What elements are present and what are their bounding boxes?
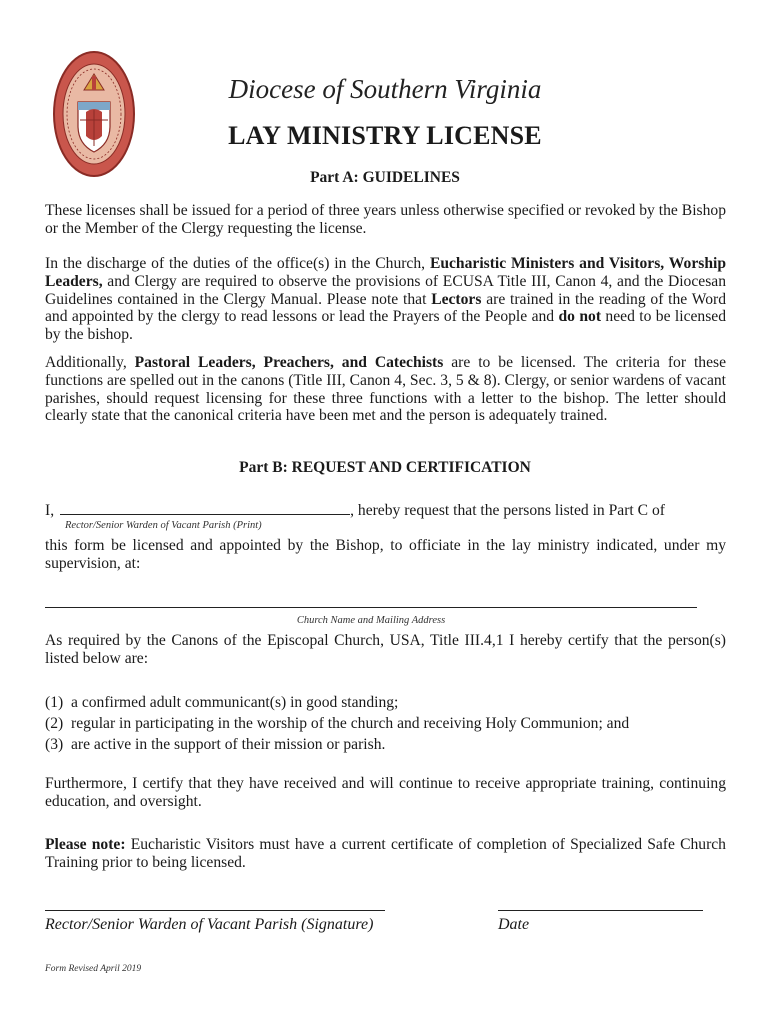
part-b-heading: Part B: REQUEST AND CERTIFICATION: [239, 459, 531, 476]
diocese-name: Diocese of Southern Virginia: [228, 74, 542, 104]
signature-field[interactable]: [45, 910, 385, 911]
license-period-paragraph: These licenses shall be issued for a period of three years unless otherwise specified or revoked by the Bishop or the Member of the Clergy requesting the license.: [45, 202, 726, 237]
diocesan-seal-icon: [52, 50, 136, 178]
part-a-heading: Part A: GUIDELINES: [310, 169, 460, 186]
date-caption: Date: [498, 916, 530, 933]
additional-licensing-paragraph: Additionally, Pastoral Leaders, Preachers, and Catechists are to be licensed. The criteria for these functions are spelled out in the canons (Title III, Canon 4, Sec. 3, 5 & 8). Clergy, or senior wardens of vacant parishes, should request licensing for these three functions with a letter to the bishop. The letter should clearly state that the canonical criteria have been met and the person is adequately trained.: [45, 354, 726, 425]
request-continuation: this form be licensed and appointed by the Bishop, to officiate in the lay ministry indicated, under my supervision, at:: [45, 537, 726, 572]
training-paragraph: Furthermore, I certify that they have received and will continue to receive appropriate training, continuing education, and oversight.: [45, 775, 726, 810]
rector-name-field[interactable]: [60, 500, 350, 515]
request-line: I, , hereby request that the persons listed in Part C of: [45, 502, 665, 519]
criteria-list: [45, 692, 735, 755]
form-revision-footer: Form Revised April 2019: [45, 964, 142, 974]
list-item: (2) regular in participating in the worship of the church and receiving Holy Communion; and: [45, 715, 630, 732]
rector-name-caption: Rector/Senior Warden of Vacant Parish (Print): [65, 520, 262, 531]
date-field[interactable]: [498, 910, 703, 911]
signature-caption: Rector/Senior Warden of Vacant Parish (Signature): [45, 916, 374, 933]
page-title: LAY MINISTRY LICENSE: [228, 121, 542, 150]
note-paragraph: Please note: Eucharistic Visitors must have a current certificate of completion of Specialized Safe Church Training prior to being licensed.: [45, 836, 726, 871]
church-address-caption: Church Name and Mailing Address: [296, 615, 446, 626]
duties-paragraph: In the discharge of the duties of the office(s) in the Church, Eucharistic Ministers and Visitors, Worship Leaders, and Clergy are required to observe the provisions of ECUSA Title III, Canon 4, and the Diocesan Guidelines contained in the Clergy Manual. Please note that Lectors are trained in the reading of the Word and appointed by the clergy to read lessons or lead the Prayers of the People and do not need to be licensed by the bishop.: [45, 255, 726, 344]
list-item: (3) are active in the support of their mission or parish.: [45, 736, 386, 753]
church-address-field[interactable]: [45, 607, 697, 608]
list-item: (1) a confirmed adult communicant(s) in good standing;: [45, 694, 399, 711]
certify-paragraph: As required by the Canons of the Episcopal Church, USA, Title III.4,1 I hereby certify that the person(s) listed below are:: [45, 632, 726, 667]
